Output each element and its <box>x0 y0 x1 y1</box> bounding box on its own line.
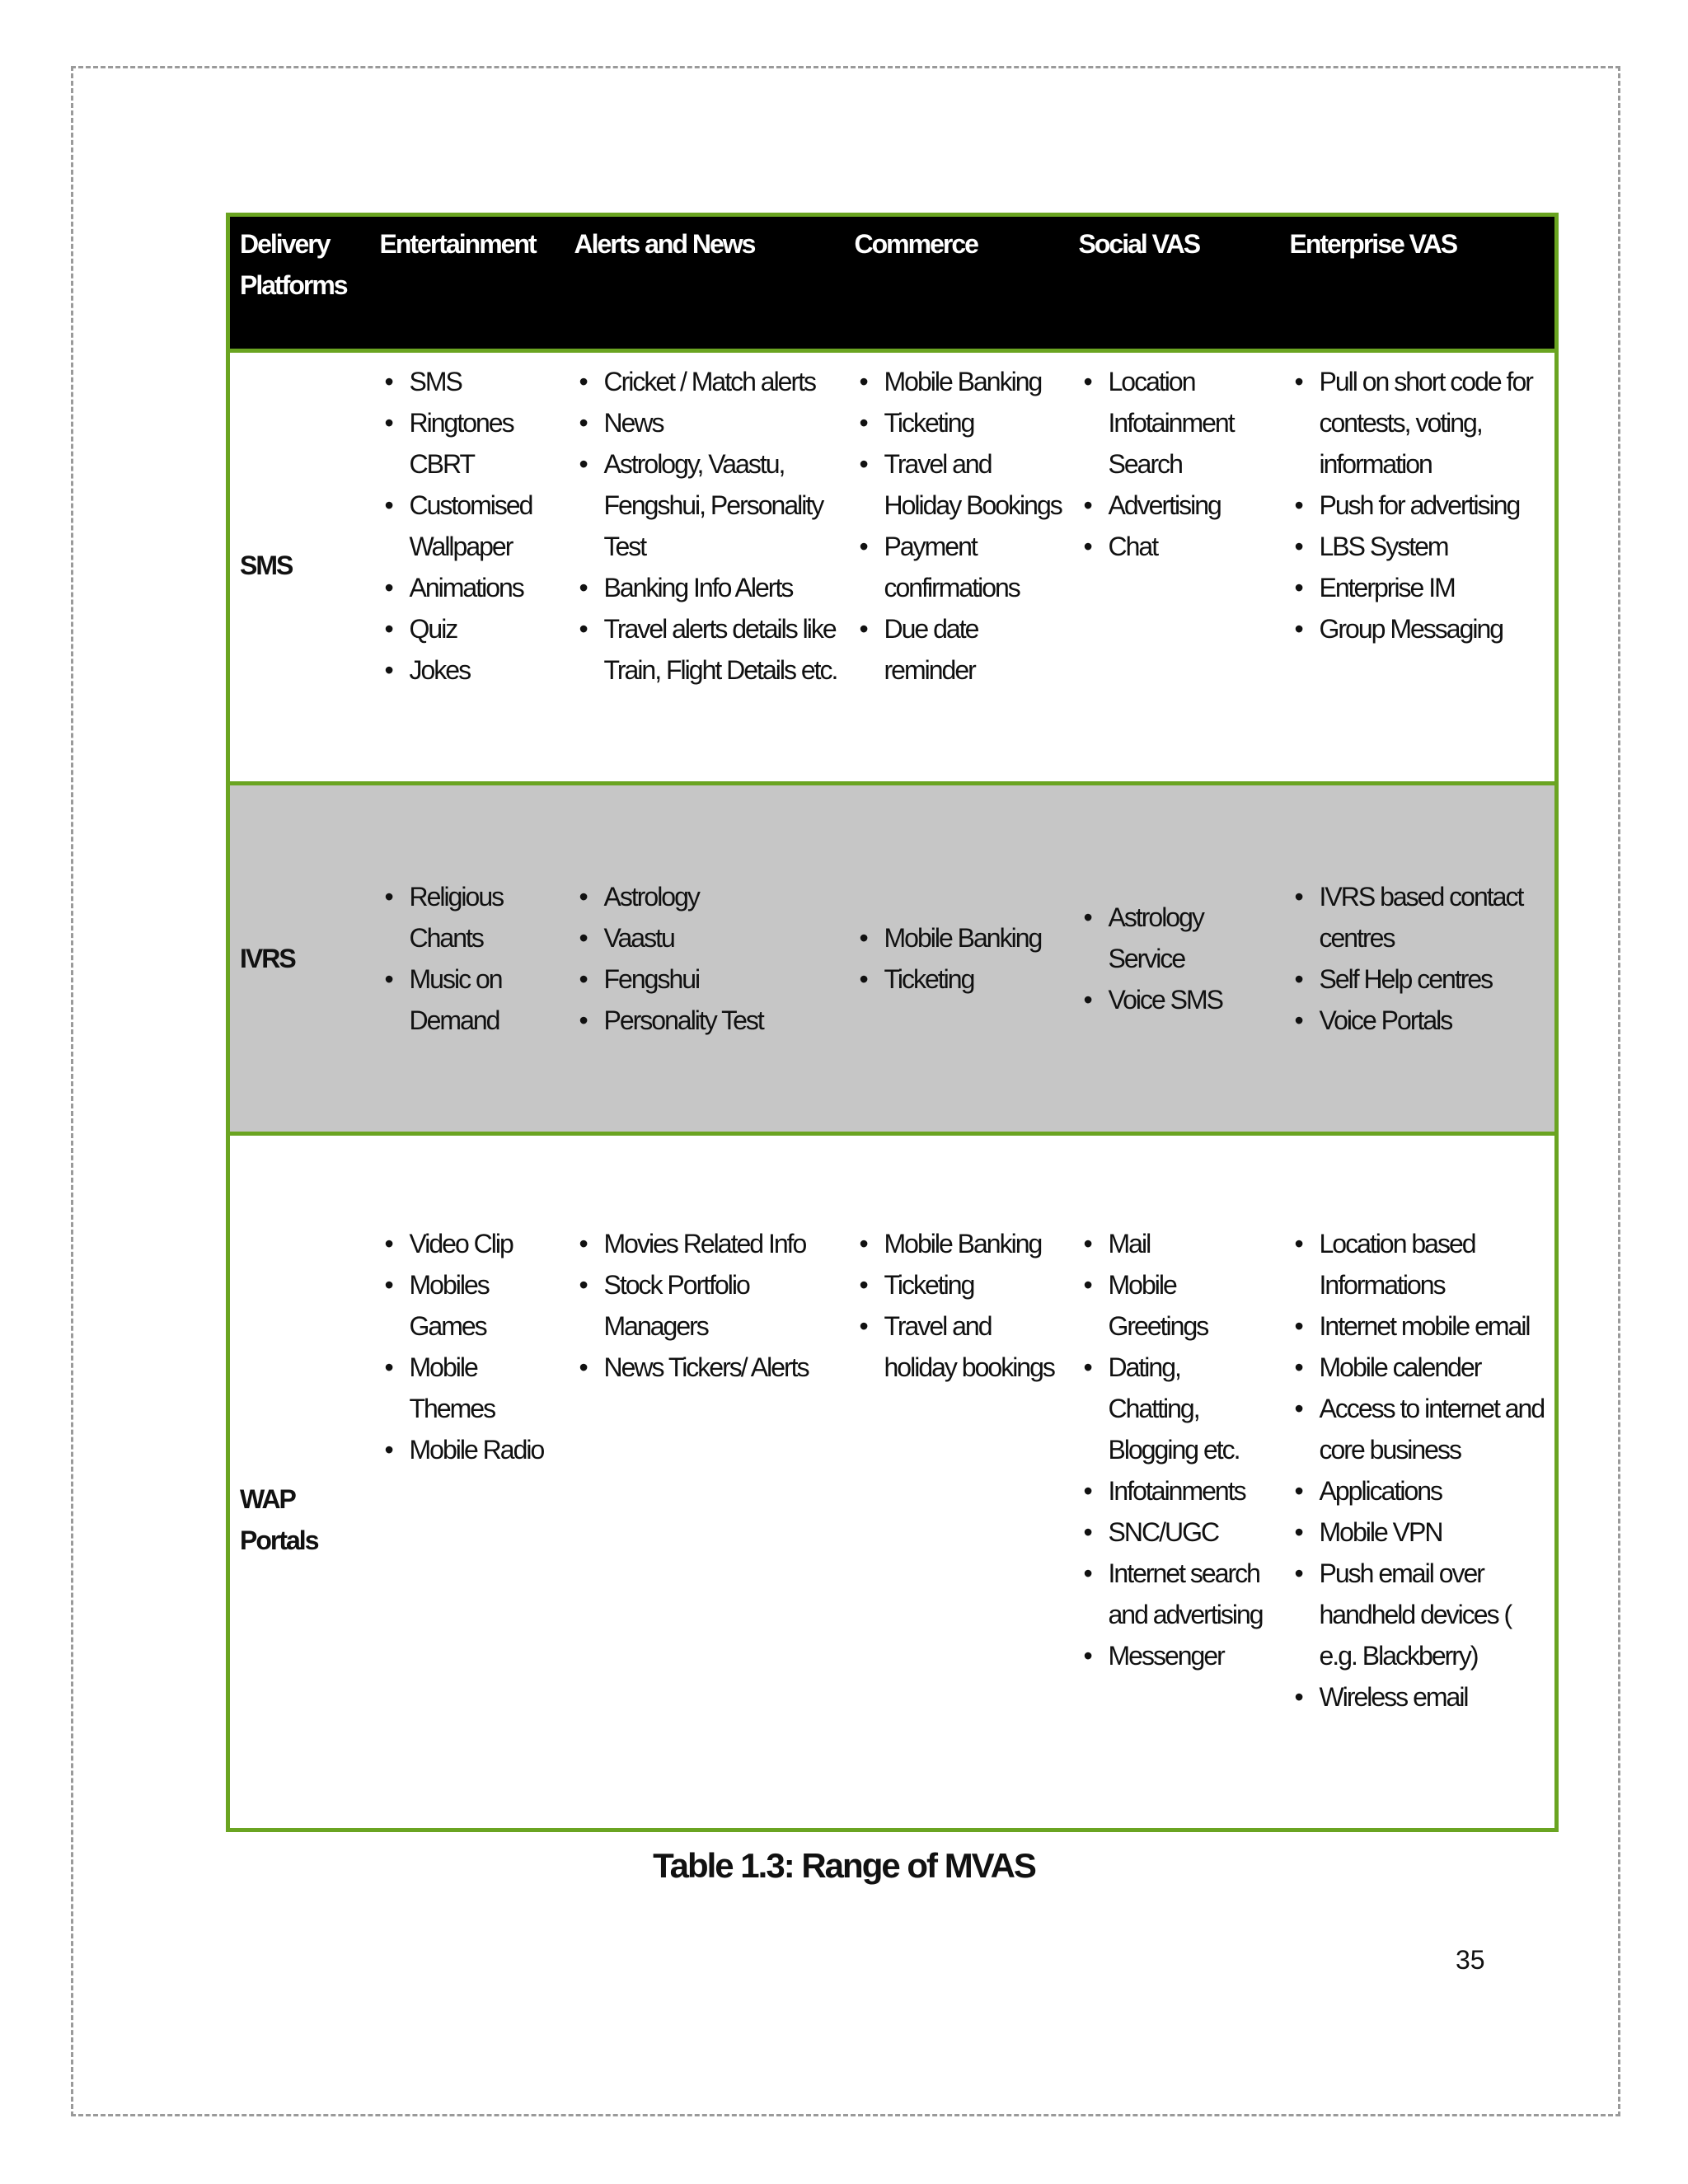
bullet-list <box>855 361 1062 691</box>
page-number: 35 <box>1456 1945 1485 1975</box>
cell-social-vas <box>1069 784 1280 1134</box>
bullet-list <box>380 361 558 691</box>
list-item: • SMS <box>410 361 558 402</box>
list-item: • Cricket / Match alerts <box>604 361 838 402</box>
list-item: • Internet search and advertising <box>1109 1553 1273 1635</box>
cell-entertainment <box>370 784 565 1134</box>
list-item: • Mail <box>1109 1223 1273 1264</box>
list-item: • Internet mobile email <box>1320 1305 1549 1347</box>
table-body <box>228 351 1557 1830</box>
mvas-table <box>226 213 1559 1832</box>
list-item: • Payment confirmations <box>884 526 1062 608</box>
table-row <box>228 351 1557 784</box>
platform-cell: IVRS <box>228 784 370 1134</box>
cell-alerts-and-news <box>565 1134 845 1830</box>
list-item: • Ticketing <box>884 1264 1062 1305</box>
list-item: • Banking Info Alerts <box>604 567 838 608</box>
header-entertainment: Entertainment <box>370 215 565 351</box>
list-item: • Animations <box>410 567 558 608</box>
list-item: • Push for advertising <box>1320 485 1549 526</box>
list-item: • Dating, Chatting, Blogging etc. <box>1109 1347 1273 1470</box>
cell-alerts-and-news <box>565 351 845 784</box>
list-item: • Customised Wallpaper <box>410 485 558 567</box>
bullet-list <box>574 1223 838 1388</box>
header-alerts-and-news: Alerts and News <box>565 215 845 351</box>
list-item: • Mobile Greetings <box>1109 1264 1273 1347</box>
list-item: • News Tickers/ Alerts <box>604 1347 838 1388</box>
header-enterprise-vas: Enterprise VAS <box>1280 215 1557 351</box>
list-item: • Location based Informations <box>1320 1223 1549 1305</box>
list-item: • Ticketing <box>884 402 1062 443</box>
bullet-list <box>1290 361 1549 649</box>
cell-social-vas <box>1069 351 1280 784</box>
list-item: • Astrology Service <box>1109 897 1273 979</box>
cell-commerce <box>845 784 1069 1134</box>
cell-entertainment <box>370 1134 565 1830</box>
table-row <box>228 784 1557 1134</box>
table-caption: Table 1.3: Range of MVAS <box>653 1846 1035 1885</box>
list-item: • Applications <box>1320 1470 1549 1511</box>
list-item: • Mobile VPN <box>1320 1511 1549 1553</box>
platform-cell: WAP Portals <box>228 1134 370 1830</box>
header-delivery-platforms: Delivery Platforms <box>228 215 370 351</box>
list-item: • Voice SMS <box>1109 979 1273 1020</box>
list-item: • Mobile Themes <box>410 1347 558 1429</box>
list-item: • Push email over handheld devices ( e.g. Blackberry) <box>1320 1553 1549 1676</box>
list-item: • Mobile Banking <box>884 361 1062 402</box>
bullet-list <box>380 1223 558 1470</box>
list-item: • Voice Portals <box>1320 1000 1549 1041</box>
cell-enterprise-vas <box>1280 784 1557 1134</box>
list-item: • Travel and holiday bookings <box>884 1305 1062 1388</box>
list-item: • News <box>604 402 838 443</box>
list-item: • IVRS based contact centres <box>1320 876 1549 958</box>
list-item: • Stock Portfolio Managers <box>604 1264 838 1347</box>
list-item: • Wireless email <box>1320 1676 1549 1718</box>
list-item: • LBS System <box>1320 526 1549 567</box>
list-item: • Location Infotainment Search <box>1109 361 1273 485</box>
list-item: • Ticketing <box>884 958 1062 1000</box>
list-item: • Jokes <box>410 649 558 691</box>
list-item: • Mobiles Games <box>410 1264 558 1347</box>
bullet-list <box>574 361 838 691</box>
list-item: • Chat <box>1109 526 1273 567</box>
bullet-list <box>1079 1223 1273 1676</box>
list-item: • Video Clip <box>410 1223 558 1264</box>
list-item: • Vaastu <box>604 917 838 958</box>
list-item: • Mobile Radio <box>410 1429 558 1470</box>
list-item: • Astrology, Vaastu, Fengshui, Personality Test <box>604 443 838 567</box>
bullet-list <box>1290 876 1549 1041</box>
list-item: • Self Help centres <box>1320 958 1549 1000</box>
cell-enterprise-vas <box>1280 351 1557 784</box>
table-row <box>228 1134 1557 1830</box>
cell-commerce <box>845 351 1069 784</box>
list-item: • Infotainments <box>1109 1470 1273 1511</box>
cell-alerts-and-news <box>565 784 845 1134</box>
list-item: • Music on Demand <box>410 958 558 1041</box>
list-item: • Travel alerts details like Train, Flight Details etc. <box>604 608 838 691</box>
list-item: • Enterprise IM <box>1320 567 1549 608</box>
list-item: • Mobile calender <box>1320 1347 1549 1388</box>
header-social-vas: Social VAS <box>1069 215 1280 351</box>
list-item: • Advertising <box>1109 485 1273 526</box>
platform-cell: SMS <box>228 351 370 784</box>
bullet-list <box>1079 897 1273 1020</box>
cell-entertainment <box>370 351 565 784</box>
list-item: • Travel and Holiday Bookings <box>884 443 1062 526</box>
bullet-list <box>1290 1223 1549 1718</box>
cell-social-vas <box>1069 1134 1280 1830</box>
list-item: • Quiz <box>410 608 558 649</box>
list-item: • Due date reminder <box>884 608 1062 691</box>
list-item: • Astrology <box>604 876 838 917</box>
list-item: • Religious Chants <box>410 876 558 958</box>
list-item: • Group Messaging <box>1320 608 1549 649</box>
bullet-list <box>574 876 838 1041</box>
list-item: • Mobile Banking <box>884 1223 1062 1264</box>
list-item: • Personality Test <box>604 1000 838 1041</box>
table-header-row <box>228 215 1557 351</box>
list-item: • SNC/UGC <box>1109 1511 1273 1553</box>
bullet-list <box>855 917 1062 1000</box>
list-item: • Access to internet and core business <box>1320 1388 1549 1470</box>
bullet-list <box>1079 361 1273 567</box>
bullet-list <box>855 1223 1062 1388</box>
cell-enterprise-vas <box>1280 1134 1557 1830</box>
bullet-list <box>380 876 558 1041</box>
header-commerce: Commerce <box>845 215 1069 351</box>
list-item: • Fengshui <box>604 958 838 1000</box>
list-item: • Movies Related Info <box>604 1223 838 1264</box>
list-item: • Pull on short code for contests, voting, information <box>1320 361 1549 485</box>
list-item: • Messenger <box>1109 1635 1273 1676</box>
list-item: • Ringtones CBRT <box>410 402 558 485</box>
cell-commerce <box>845 1134 1069 1830</box>
list-item: • Mobile Banking <box>884 917 1062 958</box>
